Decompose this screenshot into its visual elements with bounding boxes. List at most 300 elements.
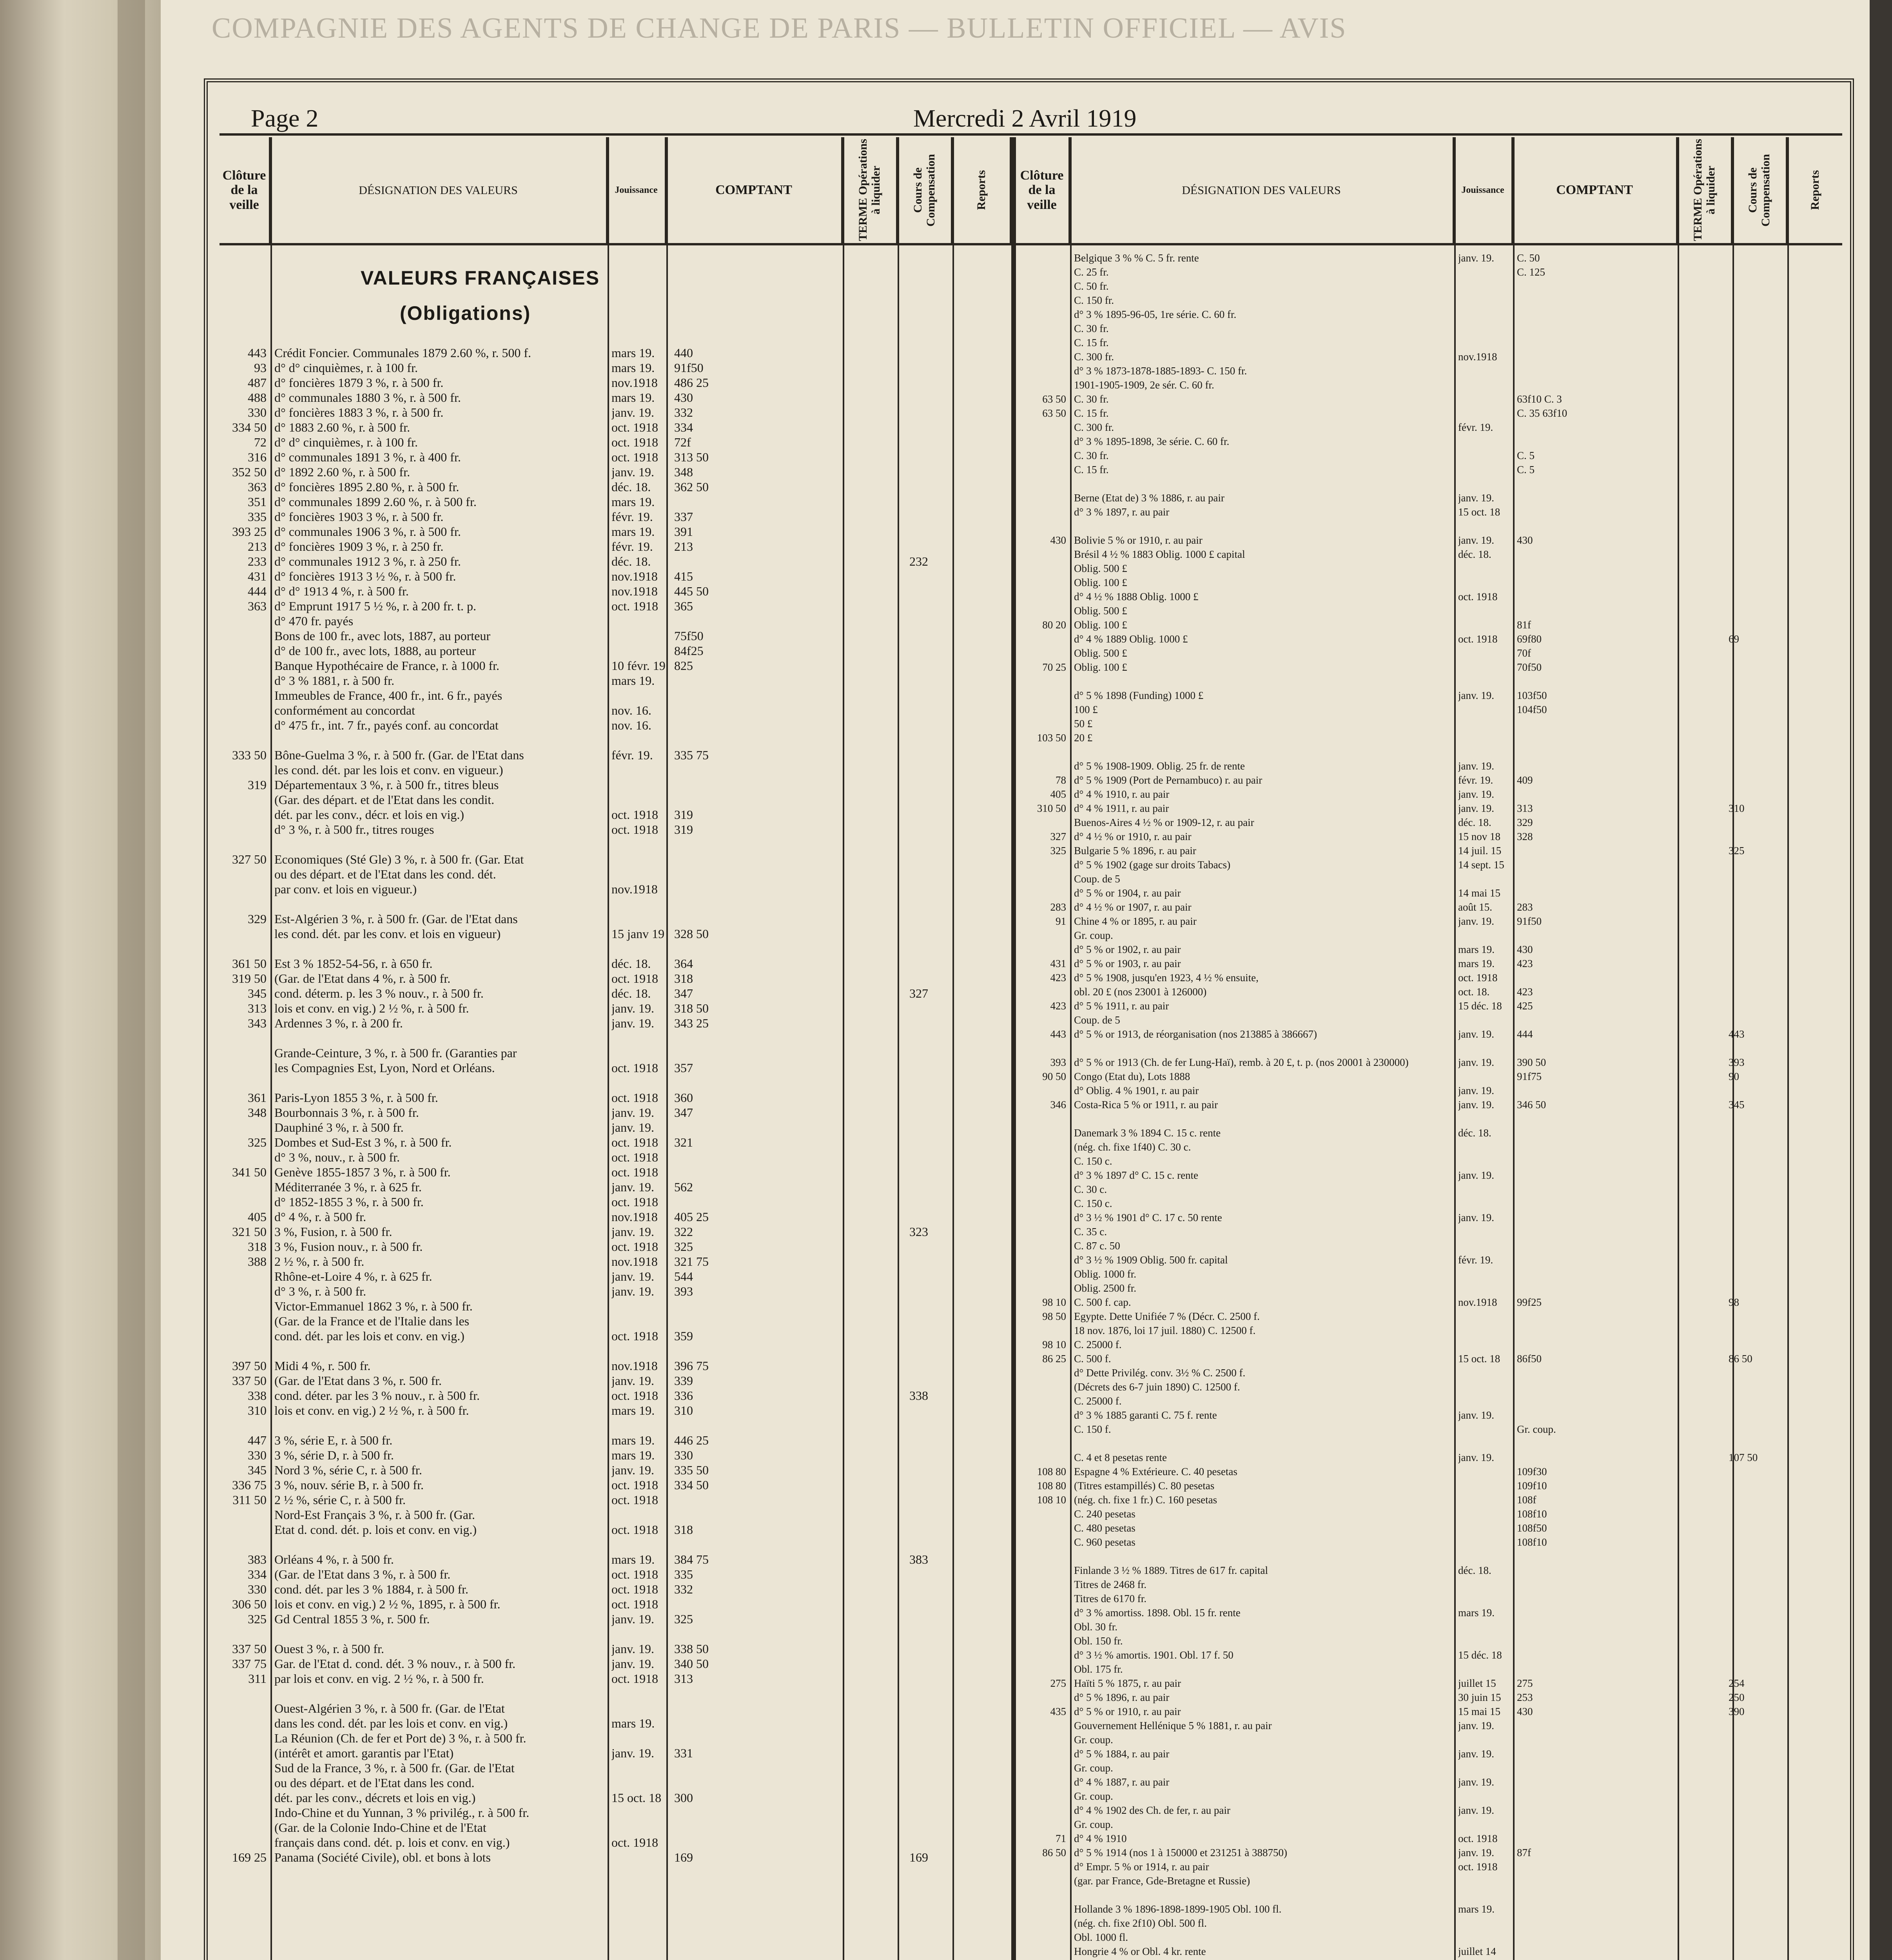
designation-cell: d° 5 % 1909 (Port de Pernambuco) r. au pair bbox=[1074, 774, 1263, 786]
designation-cell: Orléans 4 %, r. à 500 fr. bbox=[274, 1552, 394, 1566]
designation-cell: Crédit Foncier. Communales 1879 2.60 %, r. 500 f. bbox=[274, 346, 532, 360]
designation-cell: Ardennes 3 %, r. à 200 fr. bbox=[274, 1016, 403, 1030]
designation-cell: d° Dette Privilég. conv. 3½ % C. 2500 f. bbox=[1074, 1367, 1246, 1379]
designation-cell: 1901-1905-1909, 2e sér. C. 60 fr. bbox=[1074, 379, 1214, 391]
designation-cell: 3 %, série E, r. à 500 fr. bbox=[274, 1433, 393, 1447]
jouissance-cell: mars 19. bbox=[611, 361, 655, 375]
jouissance-cell: déc. 18. bbox=[1458, 1564, 1491, 1576]
jouissance-cell: oct. 1918 bbox=[611, 822, 658, 837]
designation-cell: 18 nov. 1876, loi 17 juil. 1880) C. 12500 f. bbox=[1074, 1325, 1256, 1336]
table-row bbox=[223, 1477, 1003, 1492]
jouissance-cell: janv. 19. bbox=[1458, 802, 1494, 814]
designation-cell: Ouest-Algérien 3 %, r. à 500 fr. (Gar. de l'Etat bbox=[274, 1701, 505, 1715]
table-row bbox=[1019, 1295, 1842, 1309]
table-row bbox=[223, 583, 1003, 598]
table-row bbox=[223, 1358, 1003, 1373]
designation-cell: Coup. de 5 bbox=[1074, 1014, 1120, 1026]
designation-cell: les cond. dét. par les lois et conv. en vigueur.) bbox=[274, 763, 503, 777]
table-row bbox=[1019, 1747, 1842, 1761]
table-row bbox=[1019, 1874, 1842, 1888]
table-row bbox=[223, 643, 1003, 658]
designation-cell: C. 500 f. bbox=[1074, 1353, 1111, 1365]
jouissance-cell: déc. 18. bbox=[1458, 1127, 1491, 1139]
designation-cell: Costa-Rica 5 % or 1911, r. au pair bbox=[1074, 1099, 1218, 1111]
cloture-cell: 338 bbox=[248, 1388, 267, 1403]
comptant-cell: 346 50 bbox=[1517, 1099, 1546, 1111]
table-row bbox=[223, 1134, 1003, 1149]
cloture-cell: 325 bbox=[1050, 845, 1066, 857]
comptant-cell: 75f50 bbox=[674, 629, 704, 643]
designation-cell: (Titres estampillés) C. 80 pesetas bbox=[1074, 1480, 1215, 1492]
table-row bbox=[223, 1313, 1003, 1328]
jouissance-cell: oct. 1918 bbox=[611, 1671, 658, 1686]
table-row bbox=[1019, 1902, 1842, 1916]
comptant-cell: 321 75 bbox=[674, 1254, 709, 1269]
designation-cell: Nord-Est Français 3 %, r. à 500 fr. (Gar. bbox=[274, 1508, 475, 1522]
comptant-cell: 325 bbox=[674, 1612, 693, 1626]
designation-cell: d° d° cinquièmes, r. à 100 fr. bbox=[274, 361, 418, 375]
table-row bbox=[223, 1641, 1003, 1656]
jouissance-cell: oct. 1918 bbox=[611, 971, 658, 985]
table-row bbox=[223, 1686, 1003, 1700]
comptant-cell: 318 bbox=[674, 1523, 693, 1537]
table-row bbox=[1019, 1958, 1842, 1960]
designation-cell: Est 3 % 1852-54-56, r. à 650 fr. bbox=[274, 956, 433, 971]
table-row bbox=[1019, 1676, 1842, 1690]
table-row bbox=[223, 747, 1003, 762]
designation-cell: d° 475 fr., int. 7 fr., payés conf. au concordat bbox=[274, 718, 499, 732]
jouissance-cell: 14 juil. 15 bbox=[1458, 845, 1502, 857]
jouissance-cell: oct. 18. bbox=[1458, 986, 1490, 998]
comptant-cell: 322 bbox=[674, 1225, 693, 1239]
designation-cell: Egypte. Dette Unifiée 7 % (Décr. C. 2500 f. bbox=[1074, 1310, 1260, 1322]
designation-cell: ou des départ. et de l'Etat dans les cond. bbox=[274, 1776, 475, 1790]
table-row bbox=[223, 866, 1003, 881]
designation-cell: d° communales 1899 2.60 %, r. à 500 fr. bbox=[274, 495, 477, 509]
designation-cell: d° 4 % 1889 Oblig. 1000 £ bbox=[1074, 633, 1188, 645]
designation-cell: Congo (Etat du), Lots 1888 bbox=[1074, 1071, 1190, 1082]
designation-cell: C. 300 fr. bbox=[1074, 421, 1114, 433]
designation-cell: C. 4 et 8 pesetas rente bbox=[1074, 1452, 1167, 1463]
designation-cell: Bône-Guelma 3 %, r. à 500 fr. (Gar. de l'Etat dans bbox=[274, 748, 524, 762]
table-row bbox=[223, 1224, 1003, 1239]
table-row bbox=[1019, 1041, 1842, 1055]
comptant-cell: C. 125 bbox=[1517, 266, 1546, 278]
designation-cell: Etat d. cond. dét. p. lois et conv. en vig.) bbox=[274, 1523, 477, 1537]
designation-cell: Brésil 4 ½ % 1883 Oblig. 1000 £ capital bbox=[1074, 548, 1245, 560]
designation-cell: d° 3 % 1881, r. à 500 fr. bbox=[274, 673, 395, 688]
table-row bbox=[223, 1656, 1003, 1671]
book-binding bbox=[0, 0, 161, 1960]
center-rule bbox=[1011, 137, 1016, 1960]
table-row bbox=[1019, 745, 1842, 759]
jouissance-cell: janv. 19. bbox=[611, 405, 655, 419]
jouissance-cell: janv. 19. bbox=[611, 1642, 655, 1656]
table-row bbox=[1019, 392, 1842, 406]
cloture-cell: 336 75 bbox=[232, 1478, 267, 1492]
cloture-cell: 431 bbox=[1050, 958, 1066, 969]
table-row bbox=[1019, 350, 1842, 364]
designation-cell: d° 3 % amortiss. 1898. Obl. 15 fr. rente bbox=[1074, 1607, 1241, 1619]
table-row bbox=[1019, 1493, 1842, 1507]
comptant-cell: 423 bbox=[1517, 958, 1533, 969]
designation-cell: d° 5 % 1911, r. au pair bbox=[1074, 1000, 1169, 1012]
cloture-cell: 86 25 bbox=[1042, 1353, 1066, 1365]
table-row bbox=[223, 1626, 1003, 1641]
designation-cell: d° 1892 2.60 %, r. à 500 fr. bbox=[274, 465, 410, 479]
table-row bbox=[223, 1835, 1003, 1849]
designation-cell: Panama (Société Civile), obl. et bons à lots bbox=[274, 1850, 491, 1864]
table-row bbox=[1019, 1380, 1842, 1394]
table-row bbox=[1019, 688, 1842, 702]
table-row bbox=[223, 1343, 1003, 1358]
designation-cell: Nord 3 %, série C, r. à 500 fr. bbox=[274, 1463, 422, 1477]
designation-cell: Chine 4 % or 1895, r. au pair bbox=[1074, 915, 1197, 927]
jouissance-cell: janv. 19. bbox=[1458, 534, 1494, 546]
table-row bbox=[223, 1328, 1003, 1343]
jouissance-cell: mars 19. bbox=[611, 1448, 655, 1462]
table-row bbox=[1019, 1535, 1842, 1549]
table-row bbox=[1019, 420, 1842, 434]
designation-cell: d° 3 % 1895-96-05, 1re série. C. 60 fr. bbox=[1074, 309, 1237, 320]
designation-cell: d° 3 %, r. à 500 fr. bbox=[274, 1284, 366, 1298]
cloture-cell: 329 bbox=[248, 912, 267, 926]
table-row bbox=[223, 896, 1003, 911]
table-row bbox=[1019, 717, 1842, 731]
cours-cell: 169 bbox=[909, 1850, 928, 1864]
designation-cell: cond. déterm. p. les 3 % nouv., r. à 500 fr. bbox=[274, 986, 484, 1000]
designation-cell: d° d° 1913 4 %, r. à 500 fr. bbox=[274, 584, 409, 598]
designation-cell: d° foncières 1903 3 %, r. à 500 fr. bbox=[274, 510, 444, 524]
designation-cell: Bulgarie 5 % 1896, r. au pair bbox=[1074, 845, 1196, 857]
cloture-cell: 352 50 bbox=[232, 465, 267, 479]
jouissance-cell: nov. 16. bbox=[611, 718, 651, 732]
table-row bbox=[1019, 279, 1842, 293]
designation-cell: dans les cond. dét. par les lois et conv. en vig.) bbox=[274, 1716, 508, 1730]
designation-cell: d° 5 % or 1913 (Ch. de fer Lung-Haï), remb. à 20 £, t. p. (nos 20001 à 230000) bbox=[1074, 1056, 1409, 1068]
table-row bbox=[223, 613, 1003, 628]
cloture-cell: 80 20 bbox=[1042, 619, 1066, 631]
jouissance-cell: oct. 1918 bbox=[611, 1195, 658, 1209]
table-row bbox=[1019, 1154, 1842, 1168]
cloture-cell: 488 bbox=[248, 390, 267, 405]
jouissance-cell: janv. 19. bbox=[1458, 915, 1494, 927]
jouissance-cell: oct. 1918 bbox=[611, 1150, 658, 1164]
designation-cell: Paris-Lyon 1855 3 %, r. à 500 fr. bbox=[274, 1091, 438, 1105]
left-col-jouissance: Jouissance bbox=[608, 137, 666, 243]
table-row bbox=[223, 434, 1003, 449]
designation-cell: C. 30 fr. bbox=[1074, 450, 1109, 461]
jouissance-cell: oct. 1918 bbox=[611, 1240, 658, 1254]
jouissance-cell: oct. 1918 bbox=[1458, 591, 1498, 603]
cours-cell: 69 bbox=[1729, 633, 1739, 645]
table-row bbox=[223, 1581, 1003, 1596]
page-header bbox=[219, 104, 1842, 131]
cloture-cell: 325 bbox=[248, 1612, 267, 1626]
cloture-cell: 330 bbox=[248, 1582, 267, 1596]
jouissance-cell: mars 19. bbox=[1458, 1903, 1495, 1915]
jouissance-cell: mars 19. bbox=[611, 524, 655, 539]
designation-cell: d° 4 % 1910, r. au pair bbox=[1074, 788, 1170, 800]
designation-cell: Obl. 30 fr. bbox=[1074, 1621, 1117, 1633]
jouissance-cell: janv. 19. bbox=[1458, 1169, 1494, 1181]
designation-cell: d° 3 % 1873-1878-1885-1893- C. 150 fr. bbox=[1074, 365, 1247, 377]
comptant-cell: 91f75 bbox=[1517, 1071, 1542, 1082]
table-row bbox=[223, 822, 1003, 837]
comptant-cell: 430 bbox=[1517, 534, 1533, 546]
table-row bbox=[223, 568, 1003, 583]
jouissance-cell: janv. 19. bbox=[1458, 1085, 1494, 1096]
jouissance-cell: 15 nov 18 bbox=[1458, 831, 1500, 842]
table-row bbox=[223, 628, 1003, 643]
table-row bbox=[1019, 1281, 1842, 1295]
table-row bbox=[1019, 1930, 1842, 1944]
designation-cell: Genève 1855-1857 3 %, r. à 500 fr. bbox=[274, 1165, 451, 1179]
comptant-cell: 360 bbox=[674, 1091, 693, 1105]
jouissance-cell: janv. 19. bbox=[1458, 1212, 1494, 1223]
designation-cell: Haïti 5 % 1875, r. au pair bbox=[1074, 1677, 1181, 1689]
table-row bbox=[1019, 1168, 1842, 1182]
comptant-cell: 825 bbox=[674, 659, 693, 673]
table-row bbox=[223, 985, 1003, 1000]
comptant-cell: 393 bbox=[674, 1284, 693, 1298]
table-row bbox=[223, 717, 1003, 732]
table-row bbox=[1019, 1634, 1842, 1648]
jouissance-cell: janv. 19. bbox=[611, 1463, 655, 1477]
comptant-cell: 330 bbox=[674, 1448, 693, 1462]
table-row bbox=[1019, 1577, 1842, 1592]
designation-cell: Finlande 3 ½ % 1889. Titres de 617 fr. capital bbox=[1074, 1564, 1268, 1576]
table-row bbox=[223, 688, 1003, 702]
designation-cell: Gr. coup. bbox=[1074, 1734, 1113, 1746]
cours-cell: 86 50 bbox=[1729, 1353, 1752, 1365]
table-row bbox=[1019, 674, 1842, 688]
table-row bbox=[1019, 872, 1842, 886]
designation-cell: d° 5 % 1898 (Funding) 1000 £ bbox=[1074, 690, 1204, 701]
jouissance-cell: janv. 19. bbox=[611, 1746, 655, 1760]
table-row bbox=[1019, 519, 1842, 533]
designation-cell: 2 ½ %, r. à 500 fr. bbox=[274, 1254, 365, 1269]
table-row bbox=[223, 1030, 1003, 1045]
table-row bbox=[1019, 956, 1842, 971]
cours-cell: 383 bbox=[909, 1552, 928, 1566]
designation-cell: Gr. coup. bbox=[1074, 1818, 1113, 1830]
comptant-cell: 348 bbox=[674, 465, 693, 479]
comptant-cell: 108f10 bbox=[1517, 1508, 1547, 1520]
table-row bbox=[223, 658, 1003, 673]
cloture-cell: 72 bbox=[254, 435, 267, 449]
designation-cell: Danemark 3 % 1894 C. 15 c. rente bbox=[1074, 1127, 1221, 1139]
designation-cell: d° 4 %, r. à 500 fr. bbox=[274, 1210, 366, 1224]
table-row bbox=[1019, 406, 1842, 420]
cloture-cell: 325 bbox=[248, 1135, 267, 1149]
designation-cell: d° 4 ½ % 1888 Oblig. 1000 £ bbox=[1074, 591, 1199, 603]
jouissance-cell: janv. 19. bbox=[1458, 492, 1494, 504]
cloture-cell: 91 bbox=[1056, 915, 1066, 927]
comptant-cell: 99f25 bbox=[1517, 1296, 1542, 1308]
designation-cell: C. 150 f. bbox=[1074, 1423, 1111, 1435]
page-date: Mercredi 2 Avril 1919 bbox=[913, 104, 1137, 132]
jouissance-cell: 15 oct. 18 bbox=[1458, 1353, 1500, 1365]
designation-cell: C. 15 fr. bbox=[1074, 407, 1109, 419]
comptant-cell: C. 5 bbox=[1517, 464, 1535, 475]
jouissance-cell: 30 juin 15 bbox=[1458, 1691, 1501, 1703]
designation-cell: (intérêt et amort. garantis par l'Etat) bbox=[274, 1746, 454, 1760]
designation-cell: Dombes et Sud-Est 3 %, r. à 500 fr. bbox=[274, 1135, 452, 1149]
designation-cell: lois et conv. en vig.) 2 ½ %, r. à 500 fr. bbox=[274, 1403, 469, 1417]
designation-cell: (Gar. de la France et de l'Italie dans les bbox=[274, 1314, 470, 1328]
jouissance-cell: déc. 18. bbox=[1458, 548, 1491, 560]
designation-cell: C. 150 fr. bbox=[1074, 294, 1114, 306]
comptant-cell: 486 25 bbox=[674, 376, 709, 390]
jouissance-cell: mars 19. bbox=[611, 1403, 655, 1417]
comptant-cell: 425 bbox=[1517, 1000, 1533, 1012]
designation-cell: Gr. coup. bbox=[1074, 1762, 1113, 1774]
jouissance-cell: oct. 1918 bbox=[611, 1597, 658, 1611]
cloture-cell: 341 50 bbox=[232, 1165, 267, 1179]
jouissance-cell: janv. 19. bbox=[611, 1657, 655, 1671]
table-row bbox=[1019, 1662, 1842, 1676]
table-row bbox=[223, 1015, 1003, 1030]
designation-cell: d° foncières 1883 3 %, r. à 500 fr. bbox=[274, 405, 444, 419]
jouissance-cell: mars 19. bbox=[611, 673, 655, 688]
jouissance-cell: oct. 1918 bbox=[1458, 633, 1498, 645]
table-row bbox=[1019, 1126, 1842, 1140]
designation-cell: Rhône-et-Loire 4 %, r. à 625 fr. bbox=[274, 1269, 432, 1283]
cloture-cell: 213 bbox=[248, 539, 267, 554]
designation-cell: Victor-Emmanuel 1862 3 %, r. à 500 fr. bbox=[274, 1299, 473, 1313]
jouissance-cell: oct. 1918 bbox=[1458, 1833, 1498, 1844]
comptant-cell: 253 bbox=[1517, 1691, 1533, 1703]
jouissance-cell: janv. 19. bbox=[1458, 760, 1494, 772]
right-col-terme: TERME Opérations à liquider bbox=[1678, 137, 1732, 243]
table-row bbox=[1019, 844, 1842, 858]
designation-cell: Oblig. 100 £ bbox=[1074, 619, 1127, 631]
designation-cell: dét. par les conv., décr. et lois en vig.) bbox=[274, 808, 464, 822]
cloture-cell: 345 bbox=[248, 1463, 267, 1477]
table-row bbox=[223, 360, 1003, 375]
designation-cell: Est-Algérien 3 %, r. à 500 fr. (Gar. de l'Etat dans bbox=[274, 912, 518, 926]
jouissance-cell: janv. 19. bbox=[1458, 1776, 1494, 1788]
designation-cell: C. 150 c. bbox=[1074, 1198, 1112, 1209]
cours-cell: 345 bbox=[1729, 1099, 1745, 1111]
table-row bbox=[1019, 914, 1842, 928]
table-row bbox=[1019, 942, 1842, 956]
cloture-cell: 319 50 bbox=[232, 971, 267, 985]
comptant-cell: 391 bbox=[674, 524, 693, 539]
table-row bbox=[223, 673, 1003, 688]
jouissance-cell: janv. 19. bbox=[1458, 690, 1494, 701]
table-row bbox=[223, 1417, 1003, 1432]
comptant-cell: 423 bbox=[1517, 986, 1533, 998]
designation-cell: conformément au concordat bbox=[274, 703, 415, 717]
jouissance-cell: janv. 19. bbox=[611, 1120, 655, 1134]
comptant-cell: 331 bbox=[674, 1746, 693, 1760]
comptant-cell: 169 bbox=[674, 1850, 693, 1864]
table-row bbox=[223, 1164, 1003, 1179]
cloture-cell: 435 bbox=[1050, 1706, 1066, 1717]
table-row bbox=[1019, 1352, 1842, 1366]
jouissance-cell: janv. 19. bbox=[1458, 1847, 1494, 1858]
table-row bbox=[1019, 759, 1842, 773]
jouissance-cell: janv. 19. bbox=[1458, 1409, 1494, 1421]
table-row bbox=[1019, 1690, 1842, 1704]
right-col-cours: Cours de Compensation bbox=[1732, 137, 1787, 243]
cours-cell: 250 bbox=[1729, 1691, 1745, 1703]
designation-cell: Indo-Chine et du Yunnan, 3 % privilég., r. à 500 fr. bbox=[274, 1806, 530, 1820]
designation-cell: d° communales 1880 3 %, r. à 500 fr. bbox=[274, 390, 461, 405]
table-row bbox=[1019, 265, 1842, 279]
cours-cell: 323 bbox=[909, 1225, 928, 1239]
cloture-cell: 283 bbox=[1050, 901, 1066, 913]
jouissance-cell: oct. 1918 bbox=[611, 1523, 658, 1537]
designation-cell: 20 £ bbox=[1074, 732, 1093, 744]
cloture-cell: 330 bbox=[248, 1448, 267, 1462]
designation-cell: d° 5 % 1884, r. au pair bbox=[1074, 1748, 1170, 1760]
table-row bbox=[1019, 547, 1842, 561]
table-row bbox=[223, 1298, 1003, 1313]
designation-cell: d° Oblig. 4 % 1901, r. au pair bbox=[1074, 1085, 1199, 1096]
table-row bbox=[223, 911, 1003, 926]
designation-cell: d° 4 % 1887, r. au pair bbox=[1074, 1776, 1170, 1788]
table-row bbox=[1019, 632, 1842, 646]
cloture-cell: 108 10 bbox=[1037, 1494, 1066, 1506]
cloture-cell: 363 bbox=[248, 480, 267, 494]
table-row bbox=[1019, 660, 1842, 674]
table-row bbox=[223, 956, 1003, 971]
designation-cell: Buenos-Aires 4 ½ % or 1909-12, r. au pair bbox=[1074, 817, 1254, 828]
jouissance-cell: janv. 19. bbox=[611, 1374, 655, 1388]
designation-cell: Obl. 150 fr. bbox=[1074, 1635, 1123, 1647]
designation-cell: Oblig. 500 £ bbox=[1074, 647, 1127, 659]
jouissance-cell: janv. 19. bbox=[1458, 1099, 1494, 1111]
designation-cell: Economiques (Sté Gle) 3 %, r. à 500 fr. (Gar. Etat bbox=[274, 852, 524, 866]
jouissance-cell: mars 19. bbox=[1458, 1607, 1495, 1619]
comptant-cell: 334 50 bbox=[674, 1478, 709, 1492]
table-row bbox=[1019, 1719, 1842, 1733]
designation-cell: d° 5 % or 1910, r. au pair bbox=[1074, 1706, 1181, 1717]
table-row bbox=[1019, 1521, 1842, 1535]
table-row bbox=[223, 479, 1003, 494]
table-row bbox=[1019, 1027, 1842, 1041]
right-col-comptant: COMPTANT bbox=[1513, 137, 1678, 243]
cloture-cell: 423 bbox=[1050, 972, 1066, 984]
cloture-cell: 93 bbox=[254, 361, 267, 375]
table-row bbox=[1019, 1394, 1842, 1408]
comptant-cell: 84f25 bbox=[674, 644, 704, 658]
table-row bbox=[223, 1671, 1003, 1686]
comptant-cell: 283 bbox=[1517, 901, 1533, 913]
cloture-cell: 108 80 bbox=[1037, 1466, 1066, 1477]
cours-cell: 393 bbox=[1729, 1056, 1745, 1068]
left-col-cloture: Clôture de la veille bbox=[219, 137, 270, 243]
jouissance-cell: 14 sept. 15 bbox=[1458, 859, 1504, 871]
table-row bbox=[223, 464, 1003, 479]
jouissance-cell: janv. 19. bbox=[611, 1001, 655, 1015]
left-col-designation: DÉSIGNATION DES VALEURS bbox=[270, 137, 608, 243]
designation-cell: obl. 20 £ (nos 23001 à 126000) bbox=[1074, 986, 1207, 998]
cloture-cell: 361 bbox=[248, 1091, 267, 1105]
designation-cell: cond. déter. par les 3 % nouv., r. à 500 fr. bbox=[274, 1388, 480, 1403]
cloture-cell: 327 50 bbox=[232, 852, 267, 866]
table-row bbox=[1019, 1253, 1842, 1267]
cours-cell: 327 bbox=[909, 986, 928, 1000]
table-row bbox=[223, 1075, 1003, 1090]
comptant-cell: 334 bbox=[674, 420, 693, 434]
designation-cell: Espagne 4 % Extérieure. C. 40 pesetas bbox=[1074, 1466, 1237, 1477]
comptant-cell: 340 50 bbox=[674, 1657, 709, 1671]
jouissance-cell: oct. 1918 bbox=[611, 1165, 658, 1179]
